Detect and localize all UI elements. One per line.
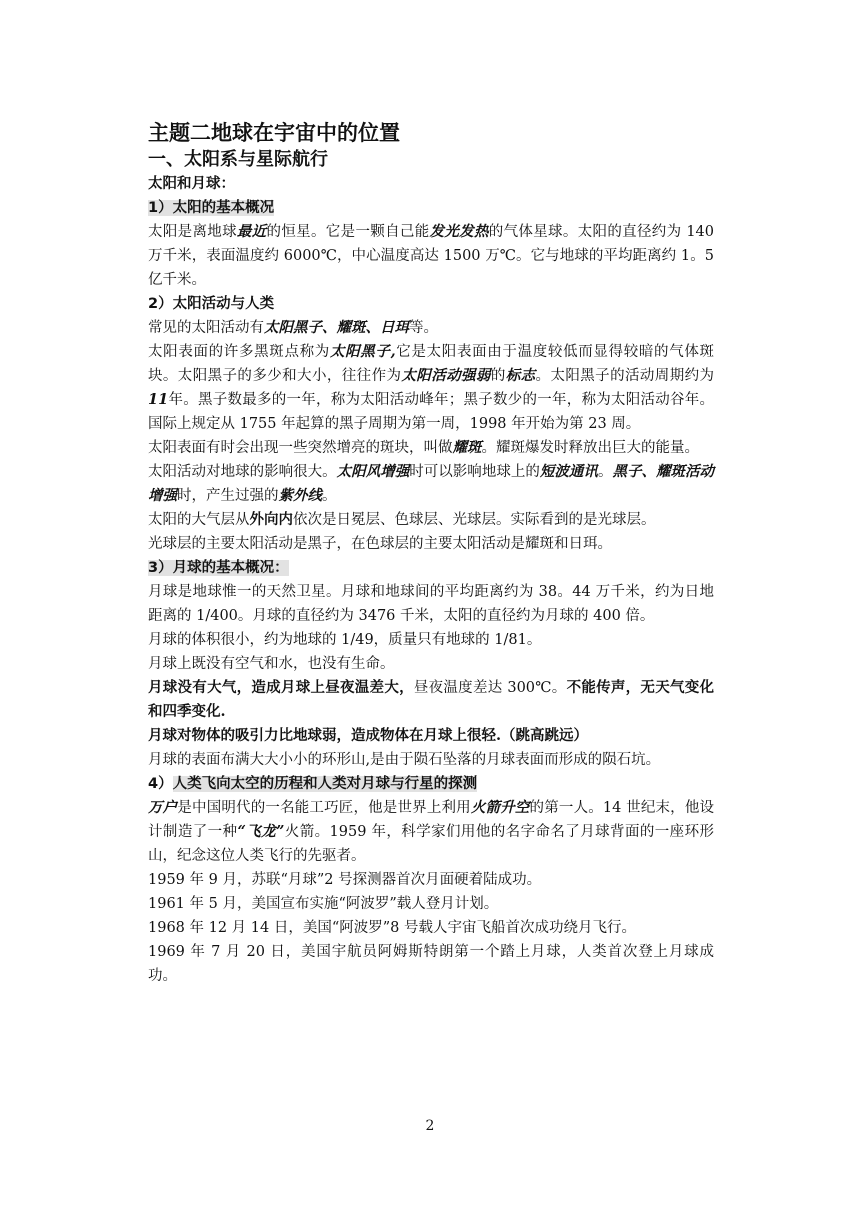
bold-text: 外向内 [249, 511, 293, 528]
keyword: 短波通讯 [539, 463, 598, 480]
heading-sun-basics-text: 1）太阳的基本概况 [148, 200, 275, 216]
keyword: 发光发热 [429, 223, 489, 240]
paragraph-sunspots: 太阳表面的许多黑斑点称为太阳黑子,它是太阳表面由于温度较低而显得较暗的气体斑块。太阳黑子的多少和大小，往往作为太阳活动强弱的标志。太阳黑子的活动周期约为11年。黑子数最多的一年，称为太阳活动峰年；黑子数少的一年，称为太阳活动谷年。国际上规定从 1755 年起算的黑子周期为第一周，1998 年开始为第 23 周。 [148, 343, 715, 432]
paragraph-moon-distance: 月球是地球惟一的天然卫星。月球和地球间的平均距离约为 38。44 万千米，约为日地距离的 1/400。月球的直径约为 3476 千米，太阳的直径约为月球的 400 倍。 [148, 584, 714, 624]
heading-exploration-text: 人类飞向太空的历程和人类对月球与行星的探测 [172, 776, 478, 792]
paragraph-moon-gravity: 月球对物体的吸引力比地球弱，造成物体在月球上很轻.（跳高跳远） [148, 727, 589, 744]
paragraph-apollo-8: 1968 年 12 月 14 日，美国“阿波罗”8 号载人宇宙飞船首次成功绕月飞行。 [148, 920, 637, 936]
keyword: 黑子、耀斑活动增强 [148, 463, 715, 504]
paragraph-moon-volume: 月球的体积很小，约为地球的 1/49，质量只有地球的 1/81。 [148, 632, 542, 648]
bold-text: 不能传声，无天气变化和四季变化. [148, 679, 715, 720]
keyword: 最近 [236, 223, 267, 240]
paragraph-sun-atmosphere: 太阳的大气层从外向内依次是日冕层、色球层、光球层。实际看到的是光球层。 [148, 511, 656, 528]
paragraph-sun-effects: 太阳活动对地球的影响很大。太阳风增强时可以影响地球上的短波通讯。黑子、耀斑活动增强时，产生过强的紫外线。 [148, 463, 715, 504]
heading-moon-basics [148, 556, 714, 580]
paragraph-sun-basics: 太阳是离地球最近的恒星。它是一颗自己能发光发热的气体星球。太阳的直径约为 140 万千米，表面温度约 6000℃，中心温度高达 1500 万℃。它与地球的平均距离约 1。5 亿千米。 [148, 223, 715, 288]
keyword: 11 [148, 391, 169, 408]
subsection-heading: 太阳和月球： [148, 176, 235, 192]
keyword: 太阳黑子、耀斑、日珥 [264, 319, 409, 336]
keyword: 太阳黑子, [329, 343, 396, 360]
heading-moon-basics-text: 3）月球的基本概况： [148, 560, 289, 576]
keyword: “飞龙” [237, 823, 285, 840]
heading-sun-activity: 2）太阳活动与人类 [148, 296, 275, 312]
paragraph-photosphere: 光球层的主要太阳活动是黑子，在色球层的主要太阳活动是耀斑和日珥。 [148, 536, 612, 552]
keyword: 太阳风增强 [336, 463, 410, 480]
paragraph-apollo-plan: 1961 年 5 月，美国宣布实施“阿波罗”载人登月计划。 [148, 896, 499, 912]
paragraph-wan-hu: 万户是中国明代的一名能工巧匠，他是世界上利用火箭升空的第一人。14 世纪末，他设计制造了一种“飞龙”火箭。1959 年，科学家们用他的名字命名了月球背面的一座环形山，纪念这位人类飞行的先驱者。 [148, 799, 715, 864]
page-title: 主题二地球在宇宙中的位置 [148, 121, 400, 145]
paragraph-luna-2: 1959 年 9 月，苏联“月球”2 号探测器首次月面硬着陆成功。 [148, 872, 542, 888]
paragraph-moon-landing: 1969 年 7 月 20 日，美国宇航员阿姆斯特朗第一个踏上月球，人类首次登上月球成功。 [148, 944, 714, 984]
paragraph-moon-craters: 月球的表面布满大大小小的环形山,是由于陨石坠落的月球表面而形成的陨石坑。 [148, 752, 661, 768]
document-body [148, 118, 714, 988]
heading-exploration: 4）人类飞向太空的历程和人类对月球与行星的探测 [148, 776, 478, 792]
keyword: 太阳活动强弱 [401, 367, 491, 384]
page-number: 2 [425, 1118, 435, 1134]
bold-text: 月球没有大气，造成月球上昼夜温差大， [148, 679, 414, 696]
keyword: 标志 [505, 367, 536, 384]
keyword: 耀斑 [452, 439, 482, 456]
paragraph-moon-no-air: 月球上既没有空气和水，也没有生命。 [148, 656, 395, 672]
paragraph-moon-temperature: 月球没有大气，造成月球上昼夜温差大，昼夜温度差达 300℃。不能传声，无天气变化和四季变化. [148, 679, 715, 720]
keyword: 紫外线 [278, 487, 322, 504]
keyword: 万户 [148, 799, 178, 816]
keyword: 火箭升空 [470, 799, 530, 816]
paragraph-sun-activity-types: 常见的太阳活动有太阳黑子、耀斑、日珥等。 [148, 319, 438, 336]
heading-sun-basics [148, 196, 714, 220]
paragraph-flares: 太阳表面有时会出现一些突然增亮的斑块，叫做耀斑。耀斑爆发时释放出巨大的能量。 [148, 439, 699, 456]
section-heading: 一、太阳系与星际航行 [148, 149, 328, 170]
